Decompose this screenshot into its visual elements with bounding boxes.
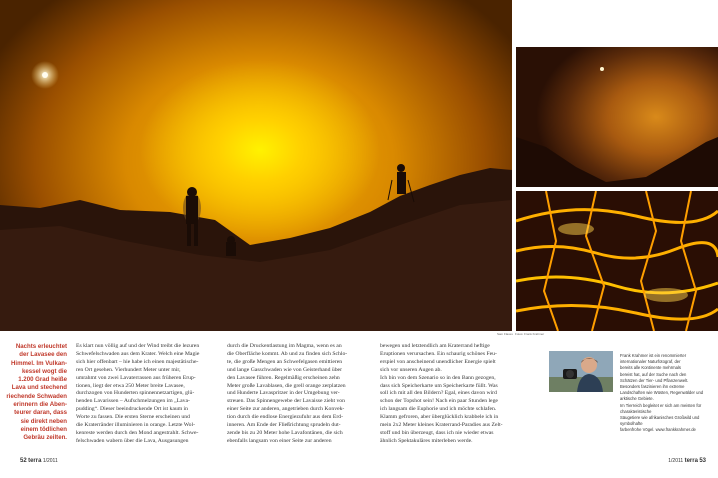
photo-caption: Nachts erleuchtet der Lavasee den Himmel. Im Vulkan- kessel wogt die 1.200 Grad heiße Lava und stechend riechende Schwaden erinnern die Aben- teurer daran, dass sie direkt neben einem tödlichen Gebräu zeilten. (6, 343, 67, 442)
folio-right (668, 458, 706, 464)
magazine-name-right: terra (684, 458, 698, 464)
magazine-name-left: terra (28, 458, 42, 464)
photo-lava-lake (516, 191, 718, 331)
article-column-3: bewegen und letztendlich am Kraterrand heftige Eruptionen verursachen. Ein schaurig schönes Feu- erspiel von anscheinend unendlicher Energie spielt sich vor unseren Augen ab. Ich bin von dem Szenario so in den Bann gezogen, dass sich Speicherkarte um Speicherkarte füllt. Was soll ich mit all den Bildern? Egal, eines davon wird schon der Topshot sein! Nach ein paar Stunden lege ich langsam die Euphorie und ich möchte schlafen. Klamm gefroren, aber überglücklich krabbele ich in mein 2x2 Meter kleines Kraterrand-Paradies aus Zelt- stoff und bin überzeugt, dass ich nie wieder etwas ähnlich Spektakuläres miterleben werde. (380, 343, 503, 444)
author-photo (549, 351, 613, 392)
article-column-1: Es klart nun völlig auf und der Wind treibt die lezuren Schwefelschwaden aus dem Krater. Welch eine Magie sich hier offenbart – hie habe ich einen majestätische- ren Ort gesehen. Vierhundert Meter unter mir, umrahmt von zwei Lavaterrassen aus früheren Erup- tionen, liegt der etwa 250 Meter breite Lavasee, durchzogen von Hunderten spinnennetzartigen, glü- henden Lavarissen – Aufschmelzungen im „Lava- pudding“. Dieser beeindruckende Ort ist kaum in Worte zu fassen. Die ersten Sterne erscheinen und die Kraterränder illuminieren in orange. Letzte Wol- kenreste werden durch den Mond angestrahlt. Schwe- felschwaden wabern über die Lava, Ausgasungen (76, 343, 200, 444)
author-bio: Frank Krahmer ist ein renommierter internationaler Naturfotograf, der bereits alle Kontinente mehrmals bereist hat, auf der Suche nach den Schätzen der Tier- und Pflanzenwelt. Besonders faszinieren ihn extreme Landschaften wie Wüsten, Regenwälder und arktische Gebiete. Im Tierreich begleitet er sich am meisten für charakteristische Säugetiere wie afrikanisches Großwild und symbolhafte farbenfrohe Vögel. www.frankkrahmer.de (620, 353, 704, 433)
main-photo-volcano-crater (0, 0, 512, 331)
folio-left (20, 458, 58, 464)
issue-right: 1/2011 (668, 458, 684, 464)
page-number-left: 52 (20, 458, 27, 464)
page-number-right: 53 (699, 458, 706, 464)
photo-credit-left: Sam Flaxes (497, 332, 513, 336)
photo-credit-right: Fotos: Frank Krahmer (515, 332, 545, 336)
photo-crater-smoke (516, 47, 718, 187)
article-column-2: durch die Druckentlastung im Magma, wenn es an die Oberfläche kommt. Ab und zu finden sich Schlo- te, die große Mengen an Schwefelgasen emittieren und lange Gasschwaden wie von Geisterhand über den Lavasee führen. Regelmäßig erscheinen zehn Meter große Lavablasen, die grell orange zerplatzen und Hunderte Lavaspritzer in der Umgebung ver- streuen. Das Spinnengewebe der Lavaisse zieht von einer Seite zur anderen, angetrieben durch Konvek- tion durch die endlose Energiezufuhr aus dem Erd- inneren. Am Ende der Fließrichtung sprudeln dut- zende bis zu 20 Meter hohe Lavafontänen, die sich ebenfalls langsam von einer Seite zur anderen (227, 343, 348, 444)
issue-left: 1/2011 (42, 458, 58, 464)
